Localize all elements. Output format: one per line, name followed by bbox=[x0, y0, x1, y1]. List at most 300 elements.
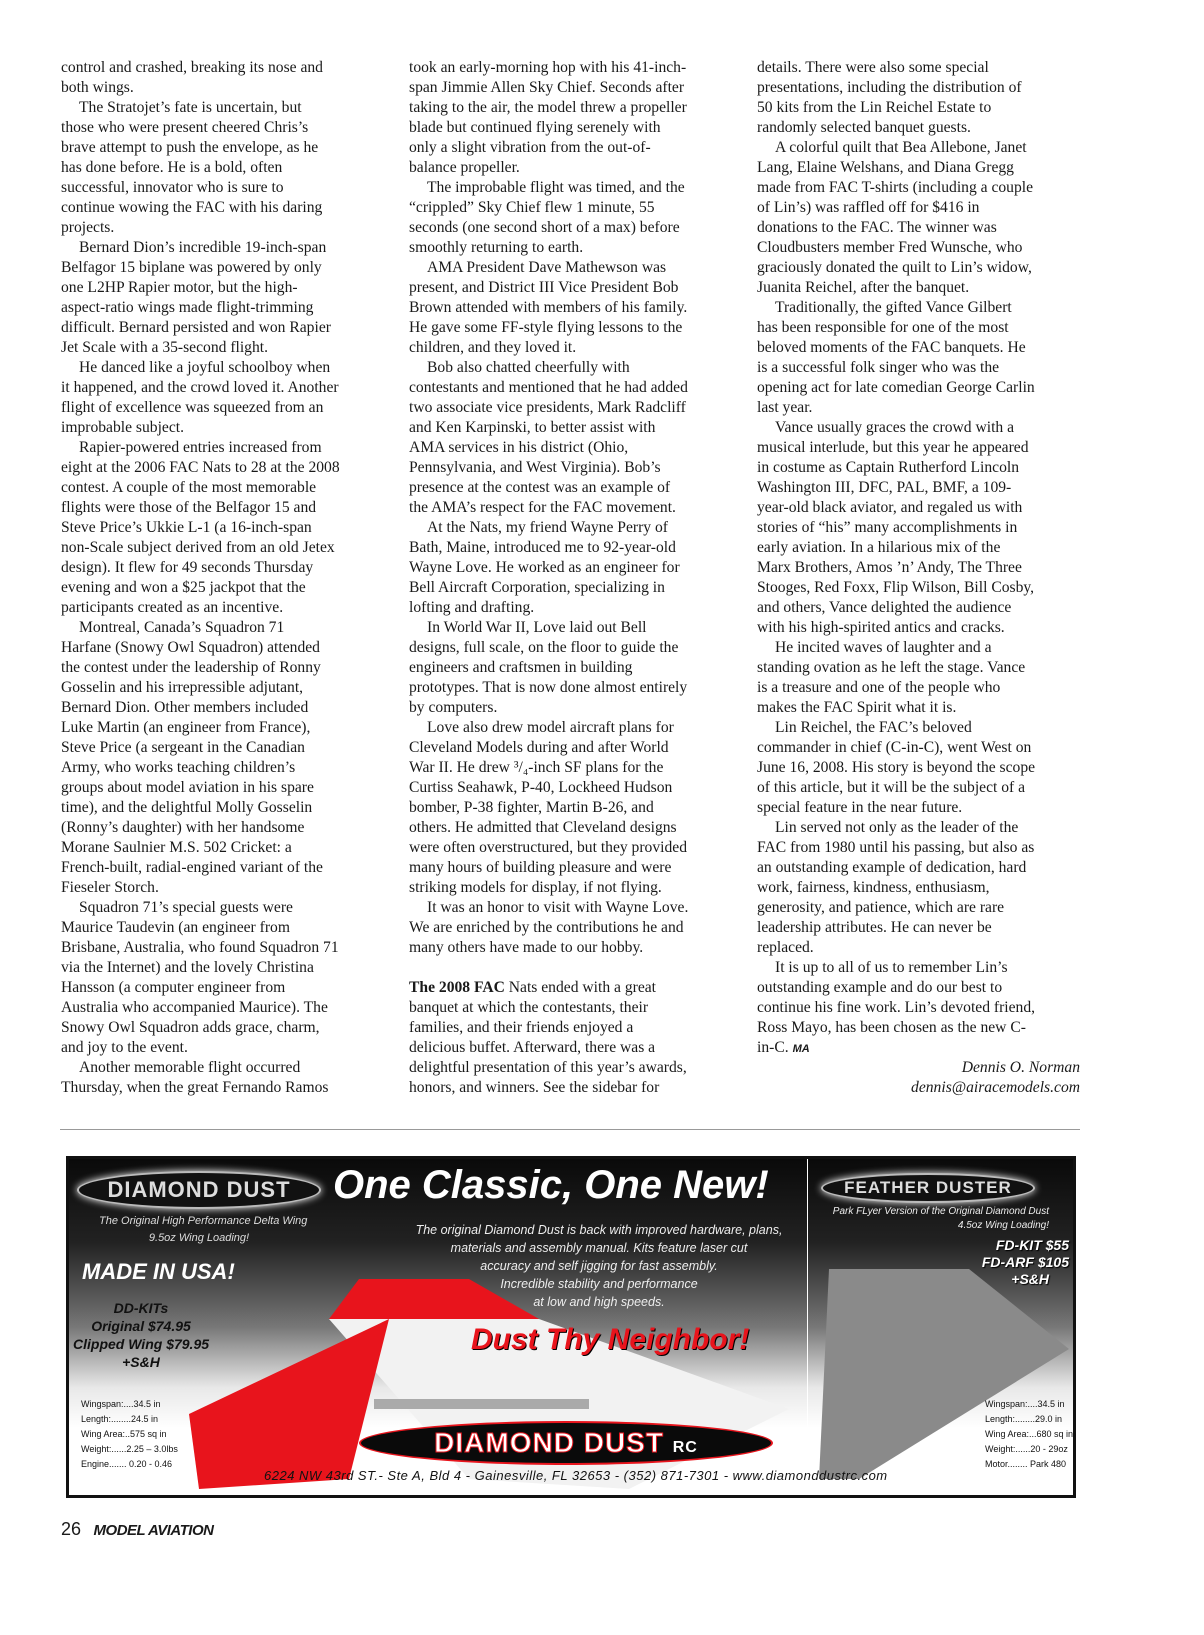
line-text: The Stratojet’s fate is uncertain, but bbox=[79, 99, 302, 116]
text-line bbox=[757, 378, 1087, 398]
text-line bbox=[409, 738, 739, 758]
line-text: delightful presentation of this year’s awards, bbox=[409, 1059, 687, 1076]
text-line bbox=[409, 878, 739, 898]
text-line bbox=[757, 498, 1087, 518]
line-text: participants created as an incentive. bbox=[61, 599, 284, 616]
spec-line: Length:........29.0 in bbox=[985, 1414, 1063, 1424]
text-line bbox=[409, 698, 739, 718]
line-text: balance propeller. bbox=[409, 159, 520, 176]
text-line bbox=[61, 278, 391, 298]
line-text: generosity, and patience, which are rare bbox=[757, 899, 1005, 916]
text-line bbox=[61, 458, 391, 478]
line-text: Bath, Maine, introduced me to 92-year-old bbox=[409, 539, 676, 556]
text-line bbox=[61, 818, 391, 838]
line-text: Love also drew model aircraft plans for bbox=[427, 719, 674, 736]
line-text: projects. bbox=[61, 219, 115, 236]
text-line bbox=[61, 638, 391, 658]
text-line bbox=[757, 278, 1087, 298]
text-line bbox=[757, 978, 1087, 998]
text-line bbox=[757, 198, 1087, 218]
text-line bbox=[409, 618, 739, 638]
paragraph bbox=[61, 618, 391, 898]
line-text: Another memorable flight occurred bbox=[79, 1059, 301, 1076]
text-line bbox=[61, 258, 391, 278]
text-line bbox=[409, 318, 739, 338]
text-line bbox=[757, 638, 1087, 658]
line-text: in costume as Captain Rutherford Lincoln bbox=[757, 459, 1020, 476]
text-line bbox=[757, 618, 1087, 638]
line-text: were often overstructured, but they provided bbox=[409, 839, 687, 856]
text-line bbox=[757, 78, 1087, 98]
paragraph bbox=[61, 238, 391, 358]
text-line bbox=[757, 338, 1087, 358]
spec-line: Wingspan:....34.5 in bbox=[985, 1399, 1065, 1409]
end-mark: MA bbox=[792, 1043, 810, 1055]
text-line bbox=[409, 1038, 739, 1058]
line-text: Traditionally, the gifted Vance Gilbert bbox=[775, 299, 1012, 316]
line-text: delicious buffet. Afterward, there was a bbox=[409, 1039, 656, 1056]
text-line bbox=[757, 558, 1087, 578]
line-text: in-C. bbox=[757, 1039, 789, 1056]
line-text: Thursday, when the great Fernando Ramos bbox=[61, 1079, 329, 1096]
paragraph bbox=[61, 358, 391, 438]
text-line bbox=[61, 598, 391, 618]
line-text: last year. bbox=[757, 399, 813, 416]
description-line: Incredible stability and performance bbox=[500, 1277, 698, 1291]
line-text: AMA services in his district (Ohio, bbox=[409, 439, 629, 456]
line-text: It was an honor to visit with Wayne Love. bbox=[427, 899, 689, 916]
text-line bbox=[61, 798, 391, 818]
text-line bbox=[61, 958, 391, 978]
text-line bbox=[409, 238, 739, 258]
tagline-line: 9.5oz Wing Loading! bbox=[148, 1232, 250, 1244]
logo-suffix: RC bbox=[672, 1439, 698, 1456]
price-line: +S&H bbox=[1011, 1271, 1049, 1287]
paragraph bbox=[409, 518, 739, 618]
line-text: “crippled” Sky Chief flew 1 minute, 55 bbox=[409, 199, 655, 216]
spec-line: Weight:......2.25 – 3.0lbs bbox=[81, 1444, 178, 1454]
line-text: present, and District III Vice President Bob bbox=[409, 279, 679, 296]
lead-in: The 2008 FAC bbox=[409, 979, 505, 996]
fd-kit-prices bbox=[949, 1237, 1069, 1288]
line-text: one L2HP Rapier motor, but the high- bbox=[61, 279, 298, 296]
tagline-line: The Original High Performance Delta Wing bbox=[99, 1215, 308, 1227]
text-line bbox=[757, 898, 1087, 918]
text-line bbox=[409, 1078, 739, 1098]
text-line bbox=[409, 1058, 739, 1078]
text-line bbox=[409, 758, 739, 778]
text-line bbox=[757, 258, 1087, 278]
paragraph bbox=[757, 298, 1087, 418]
line-text: and Ken Karpinski, to better assist with bbox=[409, 419, 656, 436]
line-text: Hansson (a computer engineer from bbox=[61, 979, 286, 996]
paragraph bbox=[61, 1058, 391, 1098]
text-line bbox=[409, 138, 739, 158]
line-text: difficult. Bernard persisted and won Rapier bbox=[61, 319, 331, 336]
text-line bbox=[61, 738, 391, 758]
line-text: via the Internet) and the lovely Christina bbox=[61, 959, 314, 976]
line-text: leadership attributes. He can never be bbox=[757, 919, 992, 936]
text-line bbox=[61, 178, 391, 198]
line-text: Gosselin and his irrepressible adjutant, bbox=[61, 679, 304, 696]
line-text: Curtiss Seahawk, P-40, Lockheed Hudson bbox=[409, 779, 673, 796]
line-text: two associate vice presidents, Mark Radcliff bbox=[409, 399, 686, 416]
left-plane-fuselage bbox=[374, 1399, 589, 1409]
paragraph-spacer bbox=[409, 958, 739, 978]
description-line: materials and assembly manual. Kits feature laser cut bbox=[450, 1241, 748, 1255]
line-text: Bernard Dion. Other members included bbox=[61, 699, 309, 716]
line-text: Maurice Taudevin (an engineer from bbox=[61, 919, 290, 936]
price-line: FD-ARF $105 bbox=[981, 1254, 1069, 1270]
text-line bbox=[409, 358, 739, 378]
line-text: makes the FAC Spirit what it is. bbox=[757, 699, 957, 716]
text-line bbox=[757, 878, 1087, 898]
text-line bbox=[409, 278, 739, 298]
text-line bbox=[757, 438, 1087, 458]
line-text: beloved moments of the FAC banquets. He bbox=[757, 339, 1026, 356]
line-text: Brown attended with members of his family. bbox=[409, 299, 688, 316]
text-line bbox=[757, 838, 1087, 858]
text-line bbox=[61, 1038, 391, 1058]
text-line bbox=[757, 658, 1087, 678]
line-text: flights were those of the Belfagor 15 and bbox=[61, 499, 317, 516]
line-text: He gave some FF-style flying lessons to the bbox=[409, 319, 683, 336]
paragraph bbox=[409, 978, 739, 1098]
divider bbox=[60, 1129, 1080, 1130]
line-text: standing ovation as he left the stage. Vance bbox=[757, 659, 1026, 676]
line-text: Squadron 71’s special guests were bbox=[79, 899, 293, 916]
price-line: Original $74.95 bbox=[91, 1318, 191, 1334]
line-text: Pennsylvania, and West Virginia). Bob’s bbox=[409, 459, 661, 476]
paragraph bbox=[409, 618, 739, 718]
line-text: presentations, including the distribution of bbox=[757, 79, 1022, 96]
line-text: It is up to all of us to remember Lin’s bbox=[775, 959, 1008, 976]
line-text: 50 kits from the Lin Reichel Estate to bbox=[757, 99, 992, 116]
text-line bbox=[409, 678, 739, 698]
text-line bbox=[757, 518, 1087, 538]
line-text: War II. He drew ³/₄-inch SF plans for the bbox=[409, 759, 664, 776]
paragraph bbox=[409, 258, 739, 358]
paragraph bbox=[757, 418, 1087, 638]
line-text: many hours of building pleasure and were bbox=[409, 859, 672, 876]
line-text: engineers and craftsmen in building bbox=[409, 659, 633, 676]
text-line bbox=[61, 518, 391, 538]
line-text: Steve Price’s Ukkie L-1 (a 16-inch-span bbox=[61, 519, 312, 536]
text-line bbox=[409, 438, 739, 458]
text-line bbox=[409, 898, 739, 918]
line-text: Harfane (Snowy Owl Squadron) attended bbox=[61, 639, 320, 656]
paragraph bbox=[757, 818, 1087, 958]
page-footer bbox=[61, 1519, 213, 1540]
text-line bbox=[757, 718, 1087, 738]
line-text: Fieseler Storch. bbox=[61, 879, 159, 896]
text-line bbox=[409, 518, 739, 538]
paragraph bbox=[409, 718, 739, 898]
tagline-line: Park FLyer Version of the Original Diamond Dust bbox=[832, 1206, 1049, 1217]
text-line bbox=[409, 938, 739, 958]
paragraph bbox=[61, 898, 391, 1058]
text-line bbox=[409, 778, 739, 798]
line-text: bomber, P-38 fighter, Martin B-26, and bbox=[409, 799, 654, 816]
line-text: and joy to the event. bbox=[61, 1039, 188, 1056]
text-line bbox=[757, 418, 1087, 438]
ad-slogan: Dust Thy Neighbor! bbox=[471, 1323, 750, 1356]
line-text: Cleveland Models during and after World bbox=[409, 739, 669, 756]
price-line: +S&H bbox=[122, 1354, 160, 1370]
text-line bbox=[409, 58, 739, 78]
line-text: special feature in the near future. bbox=[757, 799, 963, 816]
line-text: The improbable flight was timed, and the bbox=[427, 179, 685, 196]
line-text: A colorful quilt that Bea Allebone, Janet bbox=[775, 139, 1027, 156]
diamond-dust-rc-logo bbox=[359, 1421, 773, 1465]
line-text: Belfagor 15 biplane was powered by only bbox=[61, 259, 322, 276]
text-line bbox=[61, 118, 391, 138]
text-line bbox=[757, 918, 1087, 938]
text-line bbox=[61, 718, 391, 738]
line-text: He danced like a joyful schoolboy when bbox=[79, 359, 331, 376]
spec-line: Wing Area:..575 sq in bbox=[81, 1429, 167, 1439]
text-line bbox=[757, 678, 1087, 698]
line-text: families, and their friends enjoyed a bbox=[409, 1019, 634, 1036]
line-text: Nats ended with a great bbox=[504, 979, 656, 996]
line-text: Lin served not only as the leader of the bbox=[775, 819, 1019, 836]
line-text: is a successful folk singer who was the bbox=[757, 359, 1000, 376]
text-line bbox=[61, 1058, 391, 1078]
diamond-dust-advertisement bbox=[66, 1156, 1076, 1498]
line-text: Morane Saulnier M.S. 502 Cricket: a bbox=[61, 839, 292, 856]
text-line bbox=[409, 798, 739, 818]
line-text: design). It flew for 49 seconds Thursday bbox=[61, 559, 314, 576]
line-text: those who were present cheered Chris’s bbox=[61, 119, 309, 136]
ad-headline: One Classic, One New! bbox=[333, 1163, 769, 1207]
text-line bbox=[409, 118, 739, 138]
line-text: continue wowing the FAC with his daring bbox=[61, 199, 323, 216]
text-line bbox=[757, 158, 1087, 178]
line-text: has done before. He is a bold, often bbox=[61, 159, 283, 176]
line-text: graciously donated the quilt to Lin’s widow, bbox=[757, 259, 1032, 276]
article-column-3 bbox=[757, 58, 1087, 1059]
text-line bbox=[61, 618, 391, 638]
line-text: Jet Scale with a 35-second flight. bbox=[61, 339, 268, 356]
line-text: it happened, and the crowd loved it. Another bbox=[61, 379, 339, 396]
text-line bbox=[757, 58, 1087, 78]
text-line bbox=[757, 958, 1087, 978]
line-text: We are enriched by the contributions he and bbox=[409, 919, 684, 936]
text-line bbox=[757, 178, 1087, 198]
text-line bbox=[61, 978, 391, 998]
line-text: striking models for display, if not flying. bbox=[409, 879, 662, 896]
line-text: Cloudbusters member Fred Wunsche, who bbox=[757, 239, 1023, 256]
paragraph bbox=[61, 98, 391, 238]
line-text: the contest under the leadership of Ronny bbox=[61, 659, 321, 676]
line-text: blade but continued flying serenely with bbox=[409, 119, 661, 136]
text-line bbox=[61, 158, 391, 178]
line-text: randomly selected banquet guests. bbox=[757, 119, 971, 136]
price-line: DD-KITs bbox=[113, 1300, 169, 1316]
tagline-line: 4.5oz Wing Loading! bbox=[957, 1220, 1049, 1231]
line-text: many others have made to our hobby. bbox=[409, 939, 644, 956]
logo-text: DIAMOND DUST bbox=[434, 1427, 664, 1458]
text-line bbox=[757, 798, 1087, 818]
text-line bbox=[61, 838, 391, 858]
spec-line: Wingspan:....34.5 in bbox=[81, 1399, 161, 1409]
text-line bbox=[757, 218, 1087, 238]
text-line bbox=[61, 338, 391, 358]
line-text: banquet at which the contestants, their bbox=[409, 999, 649, 1016]
line-text: eight at the 2006 FAC Nats to 28 at the 2008 bbox=[61, 459, 340, 476]
text-line bbox=[409, 838, 739, 858]
left-tagline bbox=[99, 1213, 308, 1247]
text-line bbox=[409, 498, 739, 518]
line-text: Marx Brothers, Amos ’n’ Andy, The Three bbox=[757, 559, 1022, 576]
line-text: Bell Aircraft Corporation, specializing in bbox=[409, 579, 665, 596]
ad-divider bbox=[807, 1159, 808, 1495]
line-text: donations to the FAC. The winner was bbox=[757, 219, 997, 236]
line-text: smoothly returning to earth. bbox=[409, 239, 584, 256]
text-line bbox=[757, 118, 1087, 138]
line-text: successful, innovator who is sure to bbox=[61, 179, 284, 196]
line-text: the AMA’s respect for the FAC movement. bbox=[409, 499, 676, 516]
text-line bbox=[61, 438, 391, 458]
text-line bbox=[757, 998, 1087, 1018]
text-line bbox=[757, 458, 1087, 478]
text-line bbox=[61, 298, 391, 318]
line-text: (Ronny’s daughter) with her handsome bbox=[61, 819, 305, 836]
text-line bbox=[61, 58, 391, 78]
text-line bbox=[61, 238, 391, 258]
text-line bbox=[409, 598, 739, 618]
dd-specs bbox=[81, 1397, 178, 1472]
left-plane-red-wing-bottom bbox=[189, 1319, 389, 1489]
feather-duster-logo: FEATHER DUSTER bbox=[821, 1173, 1035, 1203]
line-text: In World War II, Love laid out Bell bbox=[427, 619, 647, 636]
text-line bbox=[757, 538, 1087, 558]
paragraph bbox=[409, 178, 739, 258]
line-text: Wayne Love. He worked as an engineer for bbox=[409, 559, 680, 576]
text-line bbox=[61, 918, 391, 938]
line-text: Steve Price (a sergeant in the Canadian bbox=[61, 739, 305, 756]
text-line bbox=[61, 678, 391, 698]
text-line bbox=[61, 778, 391, 798]
line-text: French-built, radial-engined variant of the bbox=[61, 859, 323, 876]
text-line bbox=[757, 698, 1087, 718]
line-text: is a treasure and one of the people who bbox=[757, 679, 1001, 696]
line-text: Australia who accompanied Maurice). The bbox=[61, 999, 328, 1016]
text-line bbox=[409, 638, 739, 658]
ad-description bbox=[399, 1221, 799, 1311]
text-line bbox=[61, 98, 391, 118]
line-text: took an early-morning hop with his 41-inch- bbox=[409, 59, 687, 76]
made-in-usa: MADE IN USA! bbox=[82, 1259, 235, 1284]
magazine-name: MODEL AVIATION bbox=[93, 1522, 214, 1539]
text-line bbox=[61, 998, 391, 1018]
text-line bbox=[61, 378, 391, 398]
text-line bbox=[409, 398, 739, 418]
line-text: commander in chief (C-in-C), went West on bbox=[757, 739, 1032, 756]
line-text: evening and won a $25 jackpot that the bbox=[61, 579, 306, 596]
text-line bbox=[757, 578, 1087, 598]
line-text: Brisbane, Australia, who found Squadron 71 bbox=[61, 939, 339, 956]
text-line bbox=[409, 818, 739, 838]
text-line bbox=[757, 758, 1087, 778]
line-text: Lin Reichel, the FAC’s beloved bbox=[775, 719, 972, 736]
line-text: At the Nats, my friend Wayne Perry of bbox=[427, 519, 668, 536]
line-text: aspect-ratio wings made flight-trimming bbox=[61, 299, 314, 316]
line-text: work, fairness, kindness, enthusiasm, bbox=[757, 879, 990, 896]
text-line bbox=[409, 718, 739, 738]
spec-line: Length:........24.5 in bbox=[81, 1414, 159, 1424]
line-text: both wings. bbox=[61, 79, 134, 96]
text-line bbox=[61, 658, 391, 678]
text-line bbox=[409, 158, 739, 178]
text-line bbox=[757, 98, 1087, 118]
line-text: details. There were also some special bbox=[757, 59, 989, 76]
text-line bbox=[61, 938, 391, 958]
line-text: Montreal, Canada’s Squadron 71 bbox=[79, 619, 285, 636]
text-line bbox=[757, 938, 1087, 958]
line-text: honors, and winners. See the sidebar for bbox=[409, 1079, 660, 1096]
description-line: The original Diamond Dust is back with improved hardware, plans, bbox=[415, 1223, 783, 1237]
text-line bbox=[409, 1018, 739, 1038]
paragraph bbox=[61, 58, 391, 98]
line-text: others. He admitted that Cleveland designs bbox=[409, 819, 677, 836]
text-line bbox=[757, 818, 1087, 838]
line-text: of this article, but it will be the subject of a bbox=[757, 779, 1026, 796]
text-line bbox=[61, 1018, 391, 1038]
text-line bbox=[61, 358, 391, 378]
text-line bbox=[757, 238, 1087, 258]
text-line bbox=[409, 178, 739, 198]
line-text: prototypes. That is now done almost entirely bbox=[409, 679, 688, 696]
text-line bbox=[757, 358, 1087, 378]
line-text: Luke Martin (an engineer from France), bbox=[61, 719, 311, 736]
line-text: AMA President Dave Mathewson was bbox=[427, 259, 667, 276]
text-line bbox=[409, 538, 739, 558]
line-text: continue his fine work. Lin’s devoted friend, bbox=[757, 999, 1036, 1016]
text-line bbox=[61, 478, 391, 498]
line-text: only a slight vibration from the out-of- bbox=[409, 139, 651, 156]
line-text: contest. A couple of the most memorable bbox=[61, 479, 317, 496]
text-line bbox=[61, 1078, 391, 1098]
line-text: improbable subject. bbox=[61, 419, 184, 436]
spec-line: Motor........ Park 480 bbox=[985, 1459, 1067, 1469]
ad-address[interactable]: 6224 NW 43rd ST.- Ste A, Bld 4 - Gainesville, FL 32653 - (352) 871-7301 - www.diamonddustrc.com bbox=[264, 1468, 888, 1483]
paragraph bbox=[409, 358, 739, 518]
text-line bbox=[61, 218, 391, 238]
line-text: children, and they loved it. bbox=[409, 339, 577, 356]
text-line bbox=[757, 1018, 1087, 1038]
price-line: Clipped Wing $79.95 bbox=[73, 1336, 210, 1352]
text-line bbox=[61, 198, 391, 218]
line-text: Bob also chatted cheerfully with bbox=[427, 359, 630, 376]
text-line bbox=[409, 978, 739, 998]
text-line bbox=[61, 878, 391, 898]
paragraph bbox=[61, 438, 391, 618]
text-line bbox=[409, 258, 739, 278]
author-email[interactable]: dennis@airacemodels.com bbox=[911, 1079, 1080, 1096]
text-line bbox=[61, 538, 391, 558]
line-text: non-Scale subject derived from an old Jetex bbox=[61, 539, 335, 556]
line-text: Washington III, DFC, PAL, BMF, a 109- bbox=[757, 479, 1012, 496]
line-text: Juanita Reichel, after the banquet. bbox=[757, 279, 970, 296]
spec-line: Wing Area:...680 sq in bbox=[985, 1429, 1074, 1439]
text-line bbox=[757, 318, 1087, 338]
text-line bbox=[409, 998, 739, 1018]
line-text: taking to the air, the model threw a propeller bbox=[409, 99, 687, 116]
text-line bbox=[757, 298, 1087, 318]
text-line bbox=[409, 558, 739, 578]
line-text: stories of “his” many accomplishments in bbox=[757, 519, 1018, 536]
